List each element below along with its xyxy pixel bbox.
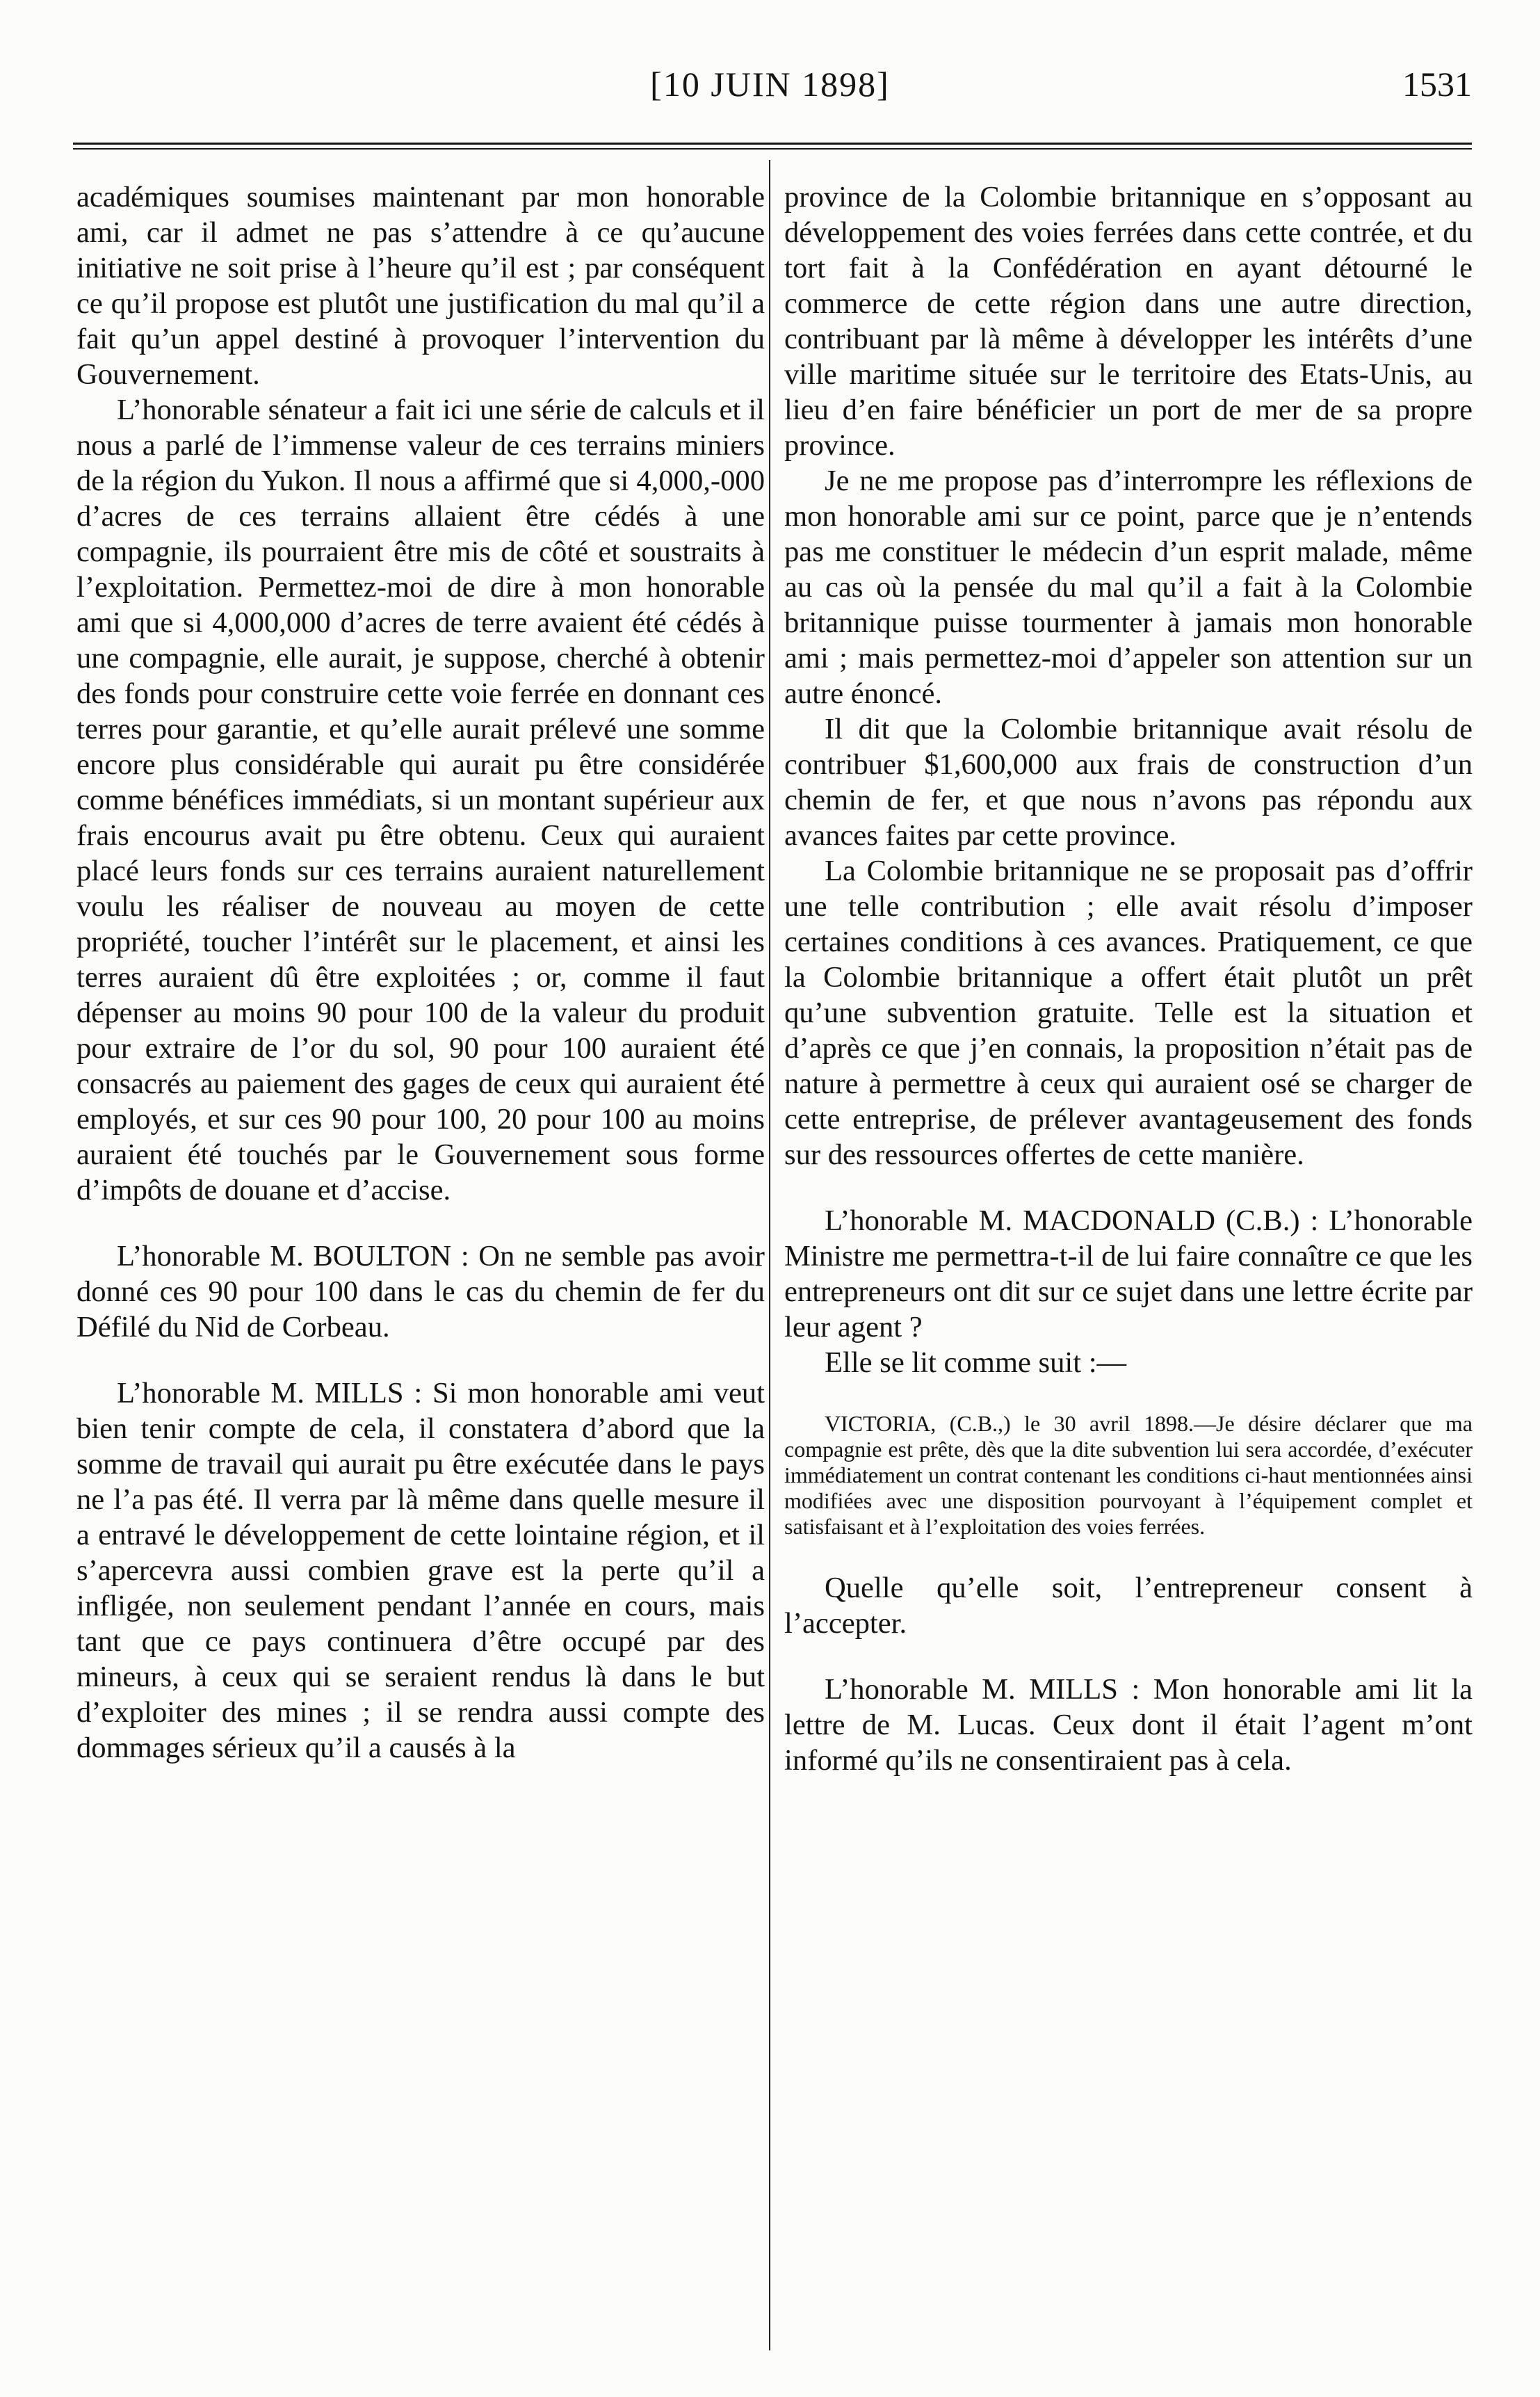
paragraph: province de la Colombie britannique en s’opposant au développement des voies ferrées dans cette contrée, et du tort fait à la Confédération en ayant détourné le commerce de cette région dans une autre direction, contribuant par là même à développer les intérêts d’une ville maritime située sur le territoire des Etats-Unis, au lieu d’en faire bénéficier un port de mer de sa propre province. <box>784 181 1473 462</box>
paragraph: Elle se lit comme suit :— <box>825 1346 1127 1379</box>
paragraph: Il dit que la Colombie britannique avait résolu de contribuer $1,600,000 aux frais de construction d’un chemin de fer, et que nous n’avons pas répondu aux avances faites par cette province. <box>784 713 1473 852</box>
speaker-paragraph: L’honorable M. MILLS : Si mon honorable ami veut bien tenir compte de cela, il constatera d’abord que la somme de travail qui aurait pu être exécutée dans le pays ne l’a pas été. Il verra par là même dans quelle mesure il a entravé le développement de cette lointaine région, et il s’apercevra aussi combien grave est la perte qu’il a infligée, non seulement pendant l’année en cours, mais tant que ce pays continuera d’être occupé par des mineurs, à ceux qui se seraient rendus là dans le but d’exploiter des mines ; il se rendra aussi compte des dommages sérieux qu’il a causés à la <box>76 1377 765 1764</box>
page-header <box>0 64 1540 120</box>
speaker-paragraph: L’honorable M. BOULTON : On ne semble pas avoir donné ces 90 pour 100 dans le cas du chemin de fer du Défilé du Nid de Corbeau. <box>76 1240 765 1343</box>
left-column <box>76 179 765 1766</box>
right-column <box>784 179 1473 1778</box>
paragraph: La Colombie britannique ne se proposait pas d’offrir une telle contribution ; elle avait résolu d’imposer certaines conditions à ces avances. Pratiquement, ce que la Colombie britannique a offert était plutôt un prêt qu’une subvention gratuite. Telle est la situation et d’après ce que j’en connais, la proposition n’était pas de nature à permettre à ceux qui auraient osé se charger de cette entreprise, de prélever avantageusement des fonds sur des ressources offertes de cette manière. <box>784 855 1473 1171</box>
column-divider <box>769 160 770 2350</box>
quoted-letter: VICTORIA, (C.B.,) le 30 avril 1898.—Je désire déclarer que ma compagnie est prête, dès que la dite subvention lui sera accordée, d’exécuter immédiatement un contrat contenant les conditions ci-haut mentionnées ainsi modifiées avec une disposition pourvoyant à l’équipement complet et satisfaisant et à l’exploitation des voies ferrées. <box>784 1411 1473 1539</box>
page-number: 1531 <box>1402 65 1472 104</box>
header-rule <box>73 143 1472 151</box>
paragraph: L’honorable sénateur a fait ici une série de calculs et il nous a parlé de l’immense valeur de ces terrains miniers de la région du Yukon. Il nous a affirmé que si 4,000,-000 d’acres de ces terrains allaient être cédés à une compagnie, ils pourraient être mis de côté et soustraits à l’exploitation. Permettez-moi de dire à mon honorable ami que si 4,000,000 d’acres de terre avaient été cédés à une compagnie, elle aurait, je suppose, cherché à obtenir des fonds pour construire cette voie ferrée en donnant ces terres pour garantie, et qu’elle aurait prélevé une somme encore plus considérable qui aurait pu être considérée comme bénéfices immédiats, si un montant supérieur aux frais encourus avait pu être obtenu. Ceux qui auraient placé leurs fonds sur ces terrains auraient naturellement voulu les réaliser de nouveau au moyen de cette propriété, toucher l’intérêt sur le placement, et ainsi les terres auraient dû être exploitées ; or, comme il faut dépenser au moins 90 pour 100 de la valeur du produit pour extraire de l’or du sol, 90 pour 100 auraient été consacrés au paiement des gages de ceux qui auraient été employés, et sur ces 90 pour 100, 20 pour 100 au moins auraient été touchés par le Gouvernement sous forme d’impôts de douane et d’accise. <box>76 394 765 1206</box>
speaker-paragraph: L’honorable M. MACDONALD (C.B.) : L’honorable Ministre me permettra-t-il de lui faire connaître ce que les entrepreneurs ont dit sur ce sujet dans une lettre écrite par leur agent ? <box>784 1204 1473 1343</box>
speaker-paragraph: L’honorable M. MILLS : Mon honorable ami lit la lettre de M. Lucas. Ceux dont il était l’agent m’ont informé qu’ils ne consentiraient pas à cela. <box>784 1673 1473 1777</box>
paragraph: Je ne me propose pas d’interrompre les réflexions de mon honorable ami sur ce point, parce que je n’entends pas me constituer le médecin d’un esprit malade, même au cas où la pensée du mal qu’il a fait à la Colombie britannique puisse tourmenter à jamais mon honorable ami ; mais permettez-moi d’appeler son attention sur un autre énoncé. <box>784 465 1473 710</box>
paragraph: académiques soumises maintenant par mon honorable ami, car il admet ne pas s’attendre à ce qu’aucune initiative ne soit prise à l’heure qu’il est ; par conséquent ce qu’il propose est plutôt une justification du mal qu’il a fait qu’un appel destiné à provoquer l’intervention du Gouvernement. <box>76 181 765 391</box>
header-date: [10 JUIN 1898] <box>650 65 890 104</box>
paragraph: Quelle qu’elle soit, l’entrepreneur consent à l’accepter. <box>784 1572 1473 1640</box>
